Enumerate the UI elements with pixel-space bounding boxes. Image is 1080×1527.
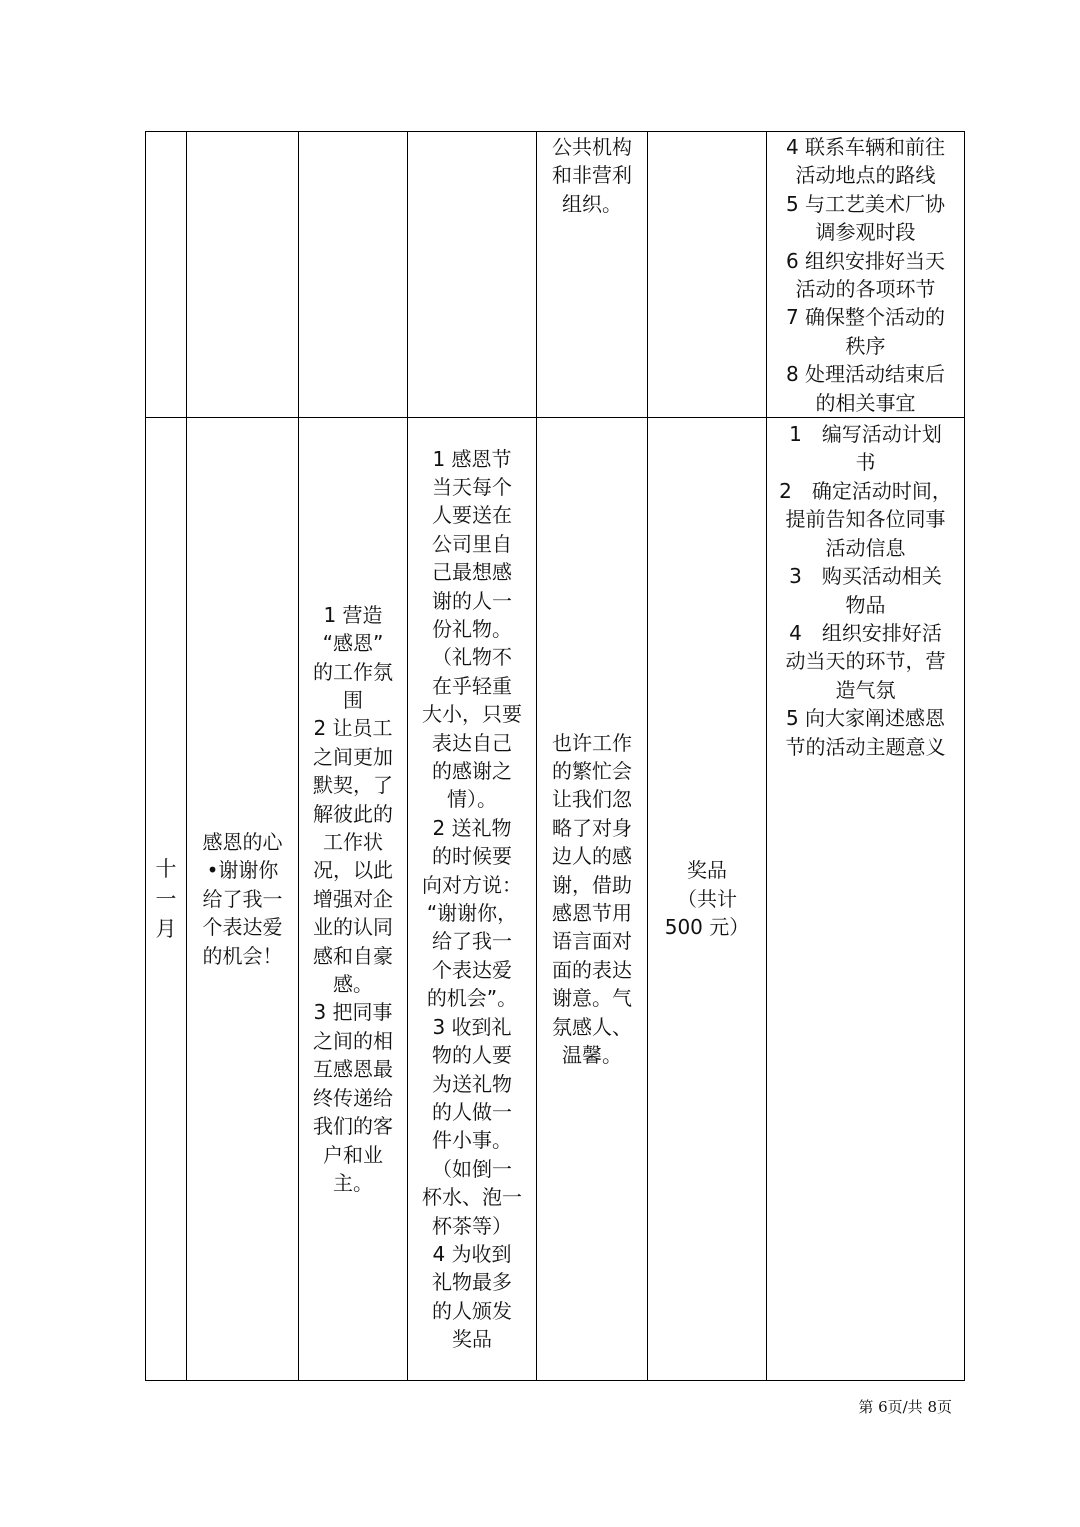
text-line: 物品 (845, 592, 886, 617)
text-line: 给了我一 (432, 929, 512, 954)
text-line: 况，以此 (313, 858, 393, 883)
text-line: 我们的客 (313, 1114, 393, 1139)
content-cell (408, 418, 537, 1381)
text-line: 人要送在 (432, 503, 512, 528)
text-line: 主。 (333, 1170, 373, 1195)
text-line: 表达自己 (432, 730, 512, 755)
text-line: 3 购买活动相关 (789, 564, 942, 589)
text-line: 为送礼物 (432, 1071, 512, 1096)
text-line: 面的表达 (552, 957, 632, 982)
text-line: “感恩” (322, 631, 384, 656)
text-line: 感恩节用 (552, 901, 632, 926)
text-line: 给了我一 (202, 886, 283, 911)
text-line: 一 (155, 887, 177, 912)
text-line: 之间更加 (313, 744, 393, 769)
text-line: 十 (155, 857, 177, 882)
text-line: 杯茶等） (432, 1213, 512, 1238)
text-line: 谢意。气 (552, 986, 632, 1011)
text-line: 3 收到礼 (432, 1014, 512, 1039)
text-line: 个表达爱 (202, 915, 283, 940)
text-line: 公共机构 (552, 135, 632, 159)
text-line: 也许工作 (552, 730, 632, 755)
text-line: 调参观时段 (815, 220, 916, 245)
text-line: 个表达爱 (432, 957, 512, 982)
text-line: 7 确保整个活动的 (785, 305, 946, 330)
text-line: 2 确定活动时间， (779, 478, 952, 503)
text-line: 感和自豪 (313, 943, 393, 968)
month-cell (146, 418, 187, 1381)
purpose-text (299, 601, 407, 1198)
recipients-text (537, 132, 647, 218)
text-line: 情）。 (447, 787, 497, 812)
text-line: 和非营利 (552, 163, 632, 188)
text-line: 户和业 (323, 1142, 383, 1167)
effect-text (537, 729, 647, 1070)
text-line: 氛感人、 (552, 1014, 632, 1039)
text-line: 的感谢之 (432, 759, 512, 784)
theme-text (187, 828, 298, 970)
text-line: 默契，了 (313, 773, 393, 798)
text-line: 活动信息 (825, 535, 906, 560)
text-line: 互感恩最 (313, 1057, 393, 1082)
text-line: 终传递给 (313, 1085, 393, 1110)
text-line: 的人颁发 (432, 1298, 512, 1323)
text-line: 边人的感 (552, 844, 632, 869)
text-line: 杯水、泡一 (422, 1185, 522, 1210)
text-line: 件小事。 (432, 1128, 512, 1153)
tasks-text (767, 132, 964, 417)
budget-cell (648, 132, 767, 418)
tasks-cell (767, 132, 965, 418)
text-line: 的机会！ (202, 943, 283, 968)
tasks-text (767, 418, 964, 761)
text-line: 的相关事宜 (815, 390, 916, 415)
text-line: 4 联系车辆和前往 (785, 135, 946, 159)
text-line: 温馨。 (562, 1043, 622, 1068)
text-line: （如倒一 (432, 1156, 512, 1181)
text-line: 书 (855, 450, 876, 475)
theme-cell (187, 132, 299, 418)
month-label (146, 854, 186, 944)
text-line: 之间的相 (313, 1028, 393, 1053)
text-line: 动当天的环节，营 (785, 649, 946, 674)
budget-cell (648, 418, 767, 1381)
purpose-cell (299, 418, 408, 1381)
recipients-cell (537, 132, 648, 418)
text-line: 月 (155, 917, 177, 942)
text-line: 节的活动主题意义 (785, 734, 946, 759)
content-text (408, 445, 536, 1354)
text-line: 2 送礼物 (432, 815, 512, 840)
text-line: 1 营造 (323, 602, 383, 627)
text-line: 的机会”。 (426, 986, 518, 1011)
text-line: 解彼此的 (313, 801, 393, 826)
text-line: 谢，借助 (552, 872, 632, 897)
activity-plan-table (145, 131, 965, 1381)
text-line: 活动地点的路线 (795, 163, 936, 188)
text-line: 让我们忽 (552, 787, 632, 812)
text-line: 的时候要 (432, 844, 512, 869)
text-line: 在乎轻重 (432, 673, 512, 698)
text-line: 奖品 (452, 1327, 492, 1352)
text-line: 的繁忙会 (552, 759, 632, 784)
text-line: 的人做一 (432, 1099, 512, 1124)
text-line: 工作状 (323, 830, 383, 855)
text-line: 1 编写活动计划 (789, 422, 942, 447)
text-line: 奖品 (687, 858, 727, 883)
text-line: 物的人要 (432, 1043, 512, 1068)
text-line: 感。 (333, 972, 373, 997)
text-line: 大小，只要 (422, 702, 522, 727)
text-line: 6 组织安排好当天 (785, 248, 946, 273)
text-line: 份礼物。 (432, 617, 512, 641)
text-line: •谢谢你 (206, 858, 279, 883)
text-line: （礼物不 (432, 645, 512, 670)
table-row-november (146, 418, 965, 1381)
text-line: 感恩的心 (202, 830, 283, 855)
text-line: 语言面对 (552, 929, 632, 954)
text-line: 谢的人一 (432, 588, 512, 613)
text-line: 增强对企 (313, 886, 393, 911)
text-line: （共计 (677, 886, 737, 911)
text-line: 公司里自 (432, 531, 512, 556)
text-line: 2 让员工 (313, 716, 393, 741)
text-line: 活动的各项环节 (795, 277, 936, 302)
text-line: 围 (343, 688, 363, 713)
effect-cell (537, 418, 648, 1381)
text-line: 4 为收到 (432, 1241, 512, 1266)
budget-text (648, 856, 766, 941)
theme-cell (187, 418, 299, 1381)
tasks-cell (767, 418, 965, 1381)
text-line: 1 感恩节 (432, 446, 512, 471)
text-line: 礼物最多 (432, 1270, 512, 1295)
text-line: 向对方说： (422, 872, 522, 897)
text-line: 3 把同事 (313, 1000, 393, 1025)
page-number: 第 6页/共 8页 (858, 1398, 952, 1416)
month-cell (146, 132, 187, 418)
text-line: 5 与工艺美术厂协 (785, 191, 946, 216)
text-line: 组织。 (562, 191, 622, 216)
table-row-continued (146, 132, 965, 418)
purpose-cell (299, 132, 408, 418)
text-line: 造气氛 (835, 677, 896, 702)
text-line: 8 处理活动结束后 (785, 362, 946, 387)
content-cell (408, 132, 537, 418)
text-line: “谢谢你， (426, 901, 518, 926)
text-line: 500 元） (664, 915, 750, 940)
text-line: 提前告知各位同事 (785, 507, 946, 532)
text-line: 己最想感 (432, 560, 512, 585)
text-line: 当天每个 (432, 474, 512, 499)
text-line: 5 向大家阐述感恩 (785, 706, 946, 731)
text-line: 业的认同 (313, 915, 393, 940)
text-line: 秩序 (845, 333, 886, 358)
text-line: 的工作氛 (313, 659, 393, 684)
text-line: 4 组织安排好活 (789, 620, 942, 645)
text-line: 略了对身 (552, 815, 632, 840)
